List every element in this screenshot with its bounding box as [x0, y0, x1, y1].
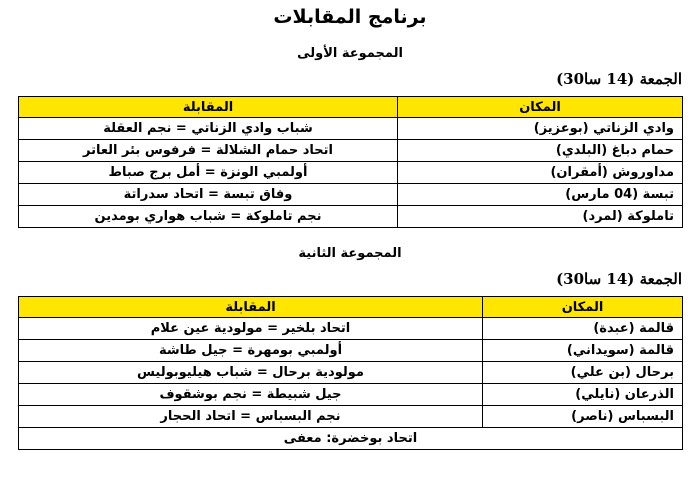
group2-table	[18, 296, 683, 450]
venue-cell: البسباس (ناصر)	[483, 406, 683, 428]
match-cell: اتحاد حمام الشلالة = فرفوس بئر العاتر	[19, 140, 398, 162]
match-cell: جيل شبيطة = نجم بوشقوف	[19, 384, 483, 406]
page-title: برنامج المقابلات	[273, 6, 427, 28]
match-cell: مولودية برحال = شباب هيليوبوليس	[19, 362, 483, 384]
table-row	[19, 206, 683, 228]
exempt-note: اتحاد بوخضرة: معفى	[19, 428, 683, 450]
venue-cell: وادي الزناتي (بوعزيز)	[398, 118, 683, 140]
venue-header: المكان	[483, 297, 683, 318]
note-row	[19, 428, 683, 450]
group1-table	[18, 96, 683, 228]
venue-cell: تبسة (04 مارس)	[398, 184, 683, 206]
venue-cell: حمام دباغ (البلدي)	[398, 140, 683, 162]
table-header-row	[19, 297, 683, 318]
table-row	[19, 362, 683, 384]
group2-title: المجموعة الثانية	[298, 246, 402, 261]
table-row	[19, 118, 683, 140]
match-cell: أولمبي الونزة = أمل برج صباط	[19, 162, 398, 184]
group1-title: المجموعة الأولى	[297, 46, 403, 61]
match-cell: شباب وادي الزناتي = نجم العقلة	[19, 118, 398, 140]
table-row	[19, 340, 683, 362]
match-cell: نجم البسباس = اتحاد الحجار	[19, 406, 483, 428]
table-row	[19, 184, 683, 206]
match-header: المقابلة	[19, 97, 398, 118]
table-row	[19, 162, 683, 184]
match-cell: نجم تاملوكة = شباب هواري بومدين	[19, 206, 398, 228]
venue-cell: الذرعان (نايلي)	[483, 384, 683, 406]
match-cell: أولمبي بومهرة = جيل طاشة	[19, 340, 483, 362]
table-row	[19, 318, 683, 340]
match-cell: وفاق تبسة = اتحاد سدراتة	[19, 184, 398, 206]
venue-cell: تاملوكة (لمرد)	[398, 206, 683, 228]
match-cell: اتحاد بلخير = مولودية عين علام	[19, 318, 483, 340]
table-row	[19, 140, 683, 162]
table-header-row	[19, 97, 683, 118]
venue-cell: قالمة (سويداني)	[483, 340, 683, 362]
match-header: المقابلة	[19, 297, 483, 318]
venue-header: المكان	[398, 97, 683, 118]
table-row	[19, 384, 683, 406]
group1-date: الجمعة (14 سا30)	[556, 70, 682, 88]
table-row	[19, 406, 683, 428]
venue-cell: مداوروش (أمقران)	[398, 162, 683, 184]
venue-cell: برحال (بن علي)	[483, 362, 683, 384]
venue-cell: قالمة (عبدة)	[483, 318, 683, 340]
group2-date: الجمعة (14 سا30)	[556, 270, 682, 288]
